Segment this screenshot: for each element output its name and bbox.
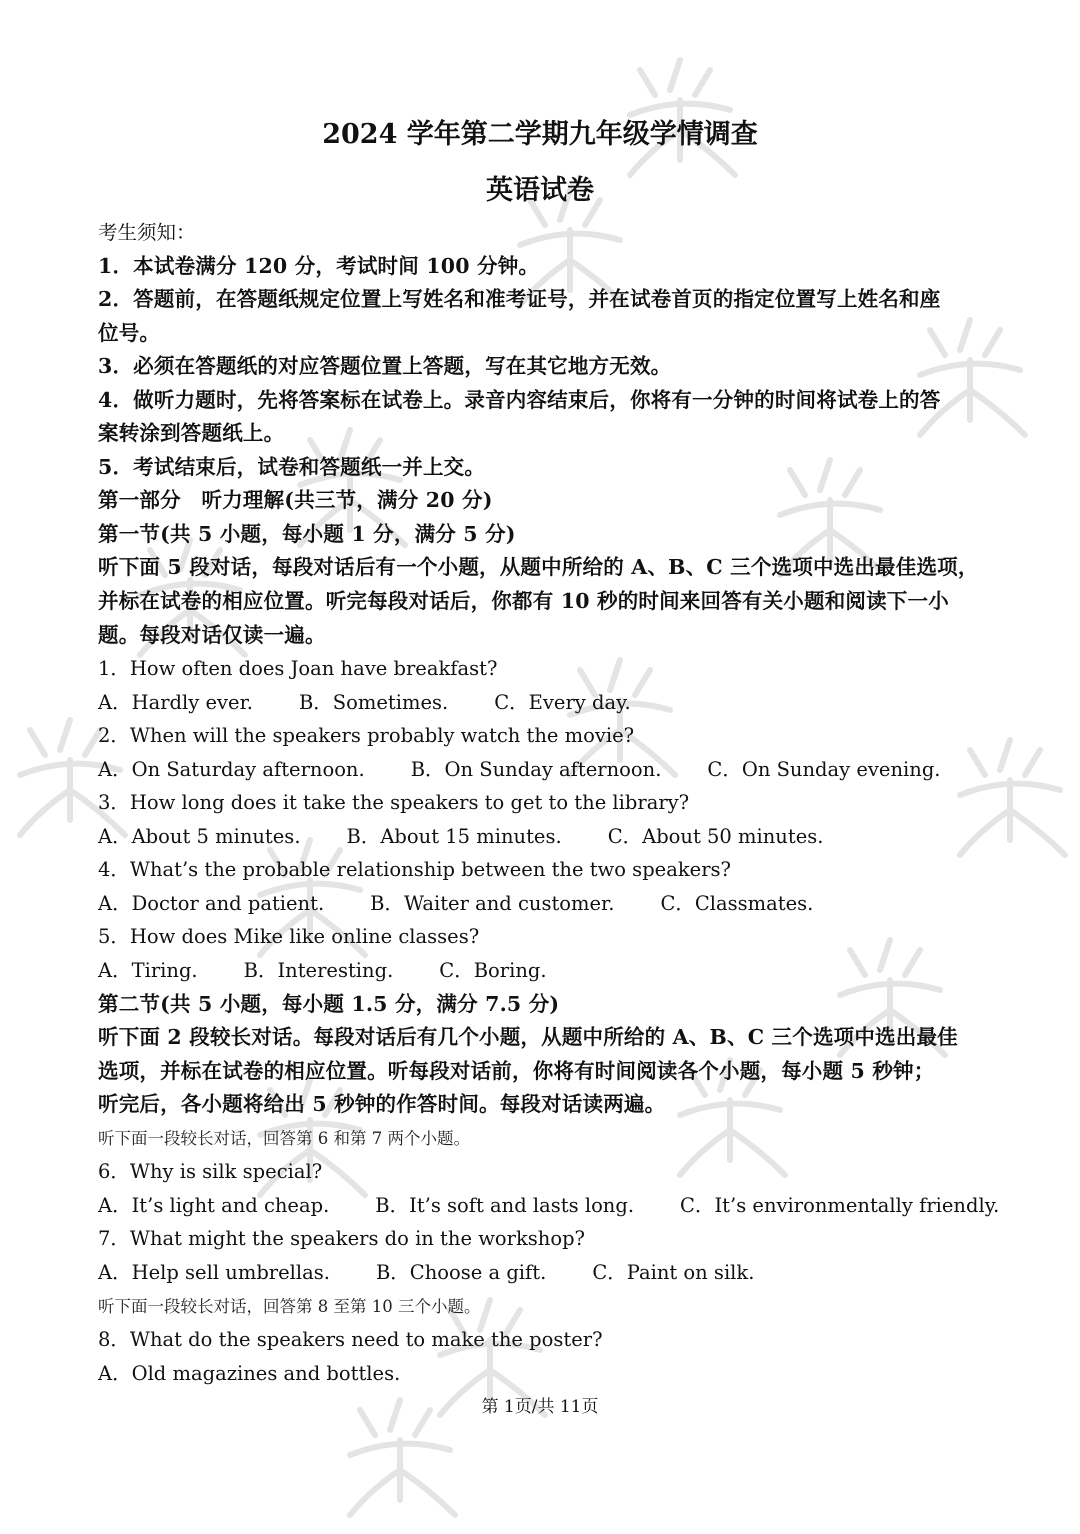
dialog-note: 听下面一段较长对话，回答第 8 至第 10 三个小题。	[98, 1296, 481, 1316]
option-c: C．Boring.	[439, 959, 547, 983]
notice-item: 3．必须在答题纸的对应答题位置上答题，写在其它地方无效。	[98, 354, 672, 379]
section-heading: 第二节(共 5 小题，每小题 1.5 分，满分 7.5 分)	[98, 991, 560, 1016]
page-number: 第 1页/共 11页	[481, 1397, 599, 1417]
exam-body	[98, 216, 1000, 1390]
section-instructions: 题。每段对话仅读一遍。	[98, 622, 326, 647]
dialog-note: 听下面一段较长对话，回答第 6 和第 7 两个小题。	[98, 1128, 470, 1148]
question-7: 7．What might the speakers do in the workshop?	[98, 1227, 586, 1251]
option-a: A．It’s light and cheap.	[98, 1193, 330, 1217]
option-c: C．Classmates.	[660, 891, 814, 915]
option-c: C．Every day.	[494, 690, 631, 714]
question-5: 5．How does Mike like online classes?	[98, 925, 480, 949]
option-b: B．Interesting.	[243, 959, 394, 983]
option-a: A．Doctor and patient.	[98, 891, 325, 915]
section-instructions: 选项，并标在试卷的相应位置。听每段对话前，你将有时间阅读各个小题，每小题 5 秒钟；	[98, 1058, 935, 1083]
section-heading: 第一节(共 5 小题，每小题 1 分，满分 5 分)	[98, 521, 516, 546]
option-c: C．It’s environmentally friendly.	[680, 1193, 1000, 1217]
question-6: 6．Why is silk special?	[98, 1160, 323, 1184]
section-instructions: 听下面 5 段对话，每段对话后有一个小题，从题中所给的 A、B、C 三个选项中选出最佳选项，	[98, 555, 979, 580]
option-b: B．It’s soft and lasts long.	[375, 1193, 635, 1217]
option-a: A．About 5 minutes.	[98, 824, 301, 848]
exam-subject: 英语试卷	[486, 175, 594, 206]
notice-item: 位号。	[98, 320, 161, 345]
question-4: 4．What’s the probable relationship between the two speakers?	[98, 858, 731, 882]
notice-item: 5．考试结束后，试卷和答题纸一并上交。	[98, 454, 486, 479]
option-b: B．Choose a gift.	[375, 1260, 547, 1284]
option-b: B．Waiter and customer.	[370, 891, 615, 915]
options-5	[98, 954, 988, 988]
option-a: A．Hardly ever.	[98, 690, 253, 714]
notice-item: 4．做听力题时，先将答案标在试卷上。录音内容结束后，你将有一分钟的时间将试卷上的答	[98, 387, 941, 412]
option-c: C．On Sunday evening.	[707, 757, 941, 781]
options-7	[98, 1256, 988, 1290]
section-instructions: 听下面 2 段较长对话。每段对话后有几个小题，从题中所给的 A、B、C 三个选项中选出最佳	[98, 1025, 958, 1050]
option-a: A．Old magazines and bottles.	[98, 1361, 401, 1385]
exam-title: 2024 学年第二学期九年级学情调查	[322, 119, 758, 150]
notice-item: 2．答题前，在答题纸规定位置上写姓名和准考证号，并在试卷首页的指定位置写上姓名和座	[98, 287, 941, 312]
options-2	[98, 753, 988, 787]
option-b: B．On Sunday afternoon.	[410, 757, 662, 781]
option-a: A．On Saturday afternoon.	[98, 757, 365, 781]
options-4	[98, 887, 988, 921]
notice-heading: 考生须知：	[98, 221, 196, 244]
section-instructions: 并标在试卷的相应位置。听完每段对话后，你都有 10 秒的时间来回答有关小题和阅读下一小	[98, 589, 949, 614]
part-heading: 第一部分 听力理解(共三节，满分 20 分)	[98, 488, 493, 513]
section-instructions: 听完后，各小题将给出 5 秒钟的作答时间。每段对话读两遍。	[98, 1092, 666, 1117]
question-1: 1．How often does Joan have breakfast?	[98, 657, 498, 681]
question-8: 8．What do the speakers need to make the poster?	[98, 1328, 603, 1352]
options-6	[98, 1189, 1000, 1223]
option-b: B．About 15 minutes.	[346, 824, 562, 848]
options-3	[98, 820, 988, 854]
notice-item: 1．本试卷满分 120 分，考试时间 100 分钟。	[98, 253, 540, 278]
options-1	[98, 686, 988, 720]
notice-item: 案转涂到答题纸上。	[98, 421, 285, 446]
option-a: A．Help sell umbrellas.	[98, 1260, 330, 1284]
question-3: 3．How long does it take the speakers to get to the library?	[98, 791, 690, 815]
question-2: 2．When will the speakers probably watch the movie?	[98, 724, 635, 748]
option-c: C．About 50 minutes.	[607, 824, 824, 848]
option-c: C．Paint on silk.	[592, 1260, 755, 1284]
option-b: B．Sometimes.	[298, 690, 449, 714]
option-a: A．Tiring.	[98, 959, 198, 983]
